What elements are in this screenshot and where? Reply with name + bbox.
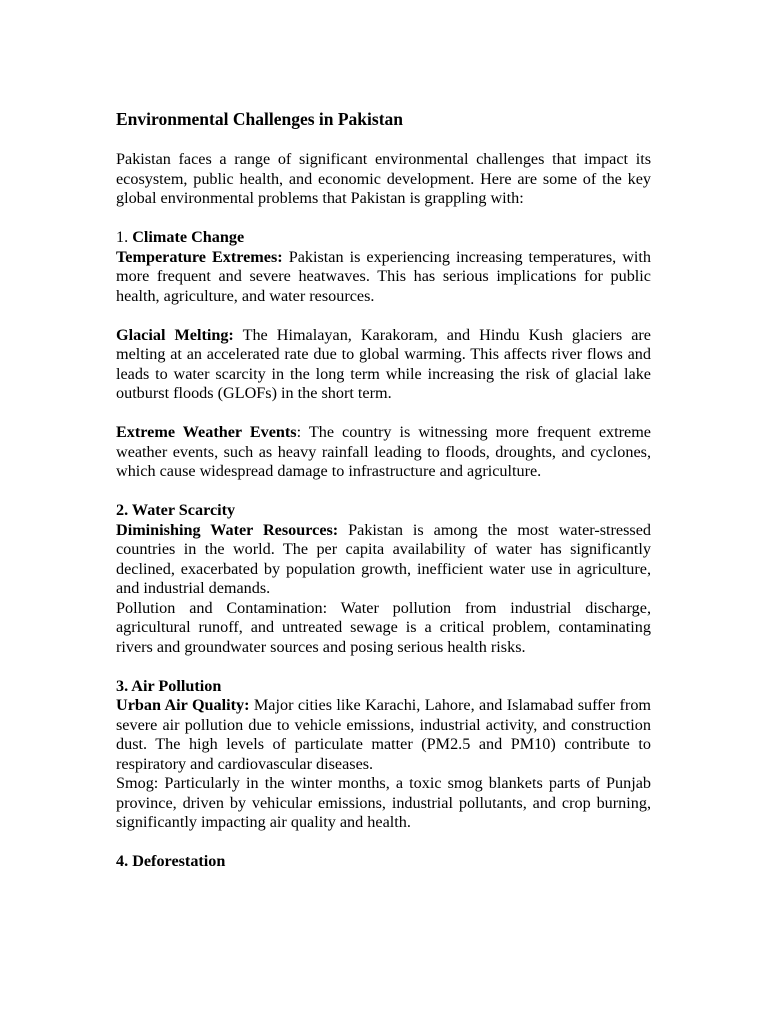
document-page <box>116 108 651 872</box>
document-title: Environmental Challenges in Pakistan <box>116 109 404 129</box>
paragraph-diminishing-water: Diminishing Water Resources: Pakistan is among the most water-stressed countries in the world. The per capita availability of water has significantly declined, exacerbated by population growth, inefficient water use in agriculture, and industrial demands. <box>116 520 651 597</box>
paragraph-urban-air-quality: Urban Air Quality: Major cities like Karachi, Lahore, and Islamabad suffer from severe air pollution due to vehicle emissions, industrial activity, and construction dust. The high levels of particulate matter (PM2.5 and PM10) contribute to respiratory and cardiovascular diseases. <box>116 696 652 773</box>
paragraph-water-pollution: Pollution and Contamination: Water pollution from industrial discharge, agricultural runoff, and untreated sewage is a critical problem, contaminating rivers and groundwater sources and posing serious health risks. <box>116 598 651 656</box>
section-heading-deforestation: 4. Deforestation <box>116 852 226 870</box>
spacer <box>116 833 651 853</box>
spacer <box>116 404 651 424</box>
section-heading-climate-change: 1. Climate Change <box>116 228 245 246</box>
paragraph-glacial-melting: Glacial Melting: The Himalayan, Karakoram, and Hindu Kush glaciers are melting at an accelerated rate due to global warming. This affects river flows and leads to water scarcity in the long term while increasing the risk of glacial lake outburst floods (GLOFs) in the short term. <box>116 325 651 402</box>
section-heading-water-scarcity: 2. Water Scarcity <box>116 501 236 519</box>
spacer <box>116 482 651 502</box>
paragraph-smog: Smog: Particularly in the winter months, a toxic smog blankets parts of Punjab province, driven by vehicular emissions, industrial pollutants, and crop burning, significantly impacting air quality and health. <box>116 774 651 831</box>
spacer <box>116 209 651 229</box>
section-heading-air-pollution: 3. Air Pollution <box>116 676 222 695</box>
spacer <box>116 657 651 677</box>
paragraph-temperature-extremes: Temperature Extremes: Pakistan is experiencing increasing temperatures, with more frequent and severe heatwaves. This has serious implications for public health, agriculture, and water resources. <box>116 247 652 305</box>
intro-paragraph: Pakistan faces a range of significant environmental challenges that impact its ecosystem, public health, and economic development. Here are some of the key global environmental problems that Pakistan is grappling with: <box>116 150 651 207</box>
spacer <box>116 306 651 326</box>
paragraph-extreme-weather: Extreme Weather Events: The country is witnessing more frequent extreme weather events, such as heavy rainfall leading to floods, droughts, and cyclones, which cause widespread damage to infrastructure and agriculture. <box>116 423 651 480</box>
